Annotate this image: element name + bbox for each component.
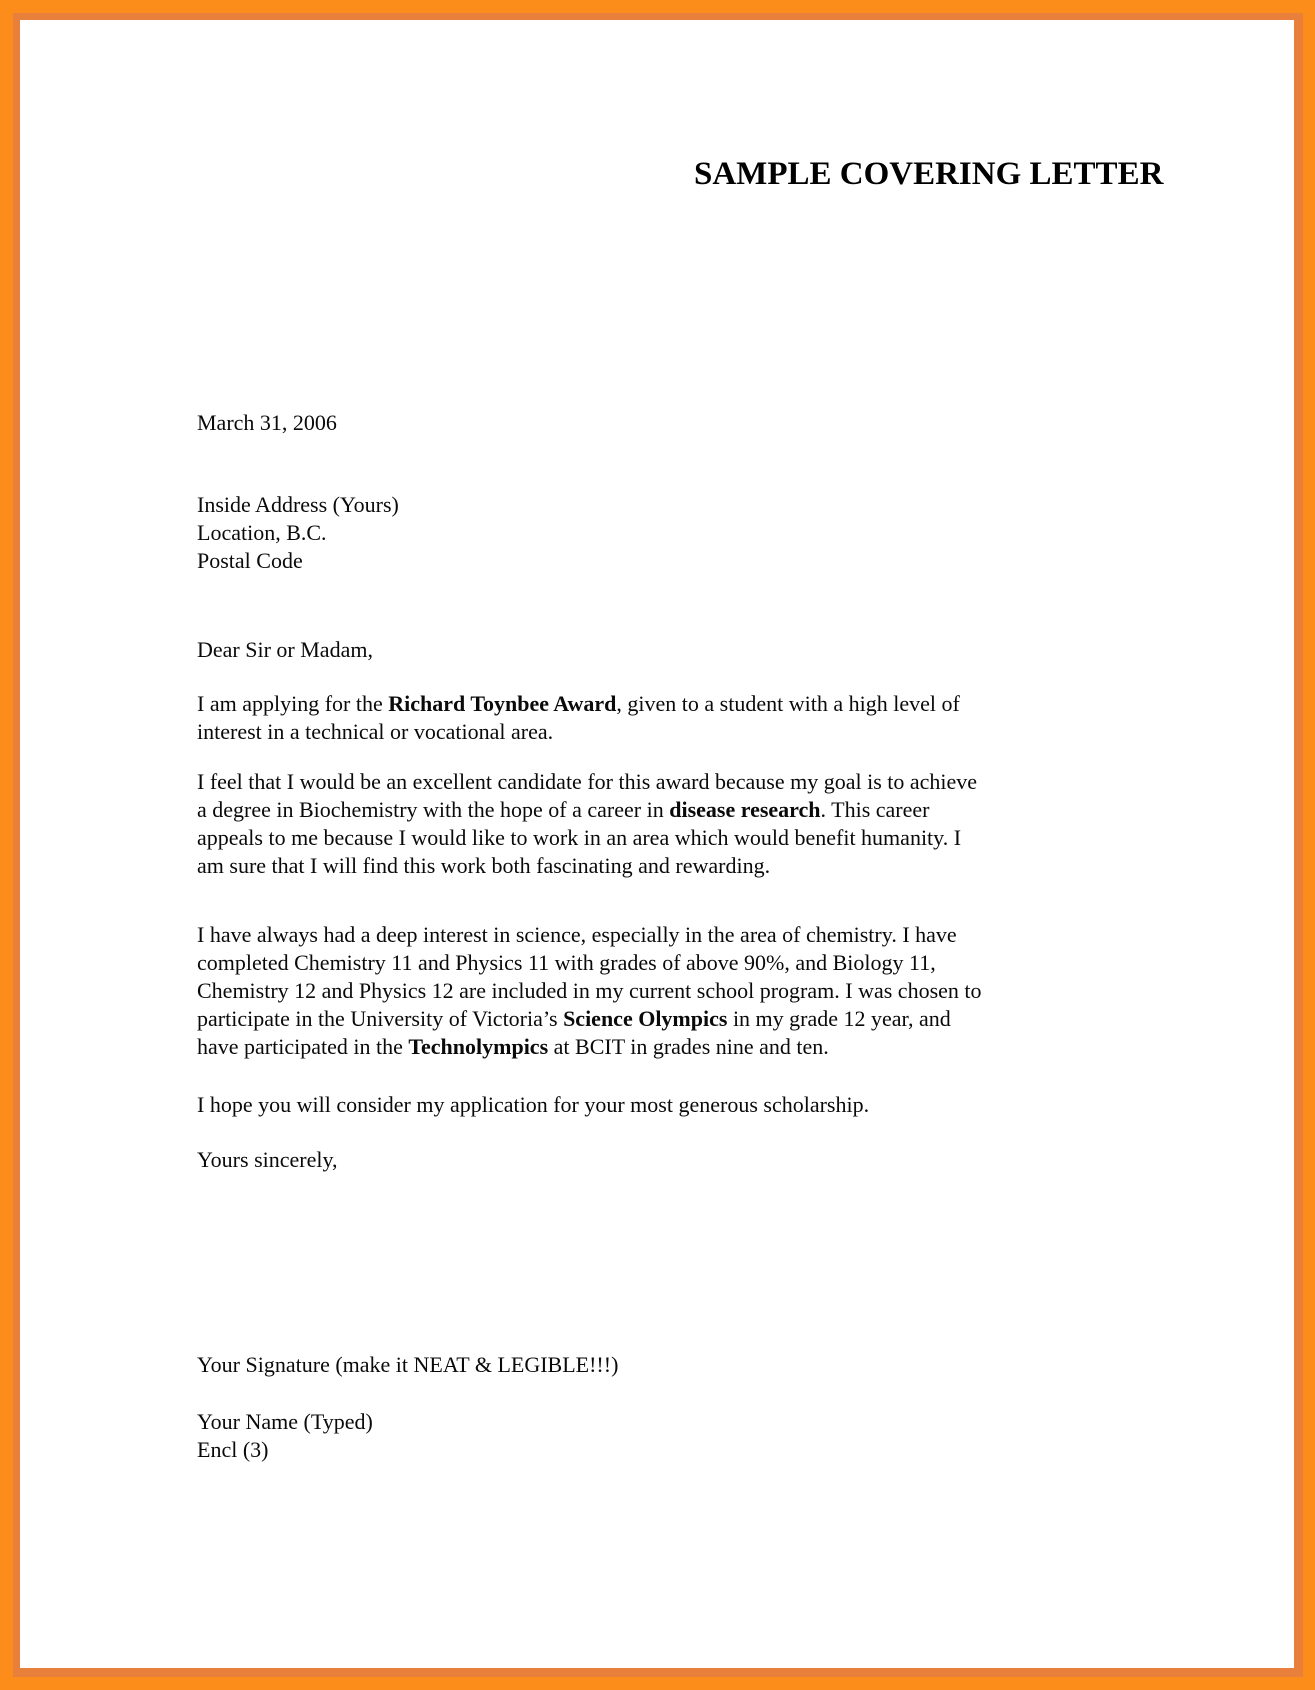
- typed-name-line: Your Name (Typed): [197, 1409, 373, 1434]
- letter-body: [197, 690, 1157, 1119]
- closing-line: Yours sincerely,: [197, 1147, 338, 1172]
- inside-address-block: [197, 491, 1157, 575]
- paragraph-line: participate in the University of Victoria’s Science Olympics in my grade 12 year, and: [197, 1006, 951, 1031]
- address-line: Inside Address (Yours): [197, 492, 399, 517]
- paragraph-line: a degree in Biochemistry with the hope of a career in disease research. This career: [197, 797, 930, 822]
- paragraph-line: I am applying for the Richard Toynbee Award, given to a student with a high level of: [197, 691, 960, 716]
- paragraph-line: appeals to me because I would like to work in an area which would benefit humanity. I: [197, 825, 962, 850]
- date-line: March 31, 2006: [197, 410, 337, 435]
- address-line: Postal Code: [197, 548, 303, 573]
- paragraph: [197, 690, 1157, 746]
- name-block: [197, 1408, 1157, 1464]
- paragraph-line: interest in a technical or vocational area.: [197, 719, 554, 744]
- salutation: Dear Sir or Madam,: [197, 637, 373, 662]
- paragraph: [197, 768, 1157, 880]
- letter-page: [20, 20, 1294, 1668]
- paragraph-line: I have always had a deep interest in science, especially in the area of chemistry. I have: [197, 922, 957, 947]
- paragraph-line: I feel that I would be an excellent candidate for this award because my goal is to achieve: [197, 769, 978, 794]
- page-border-inner: [13, 13, 1303, 1677]
- paragraph-line: I hope you will consider my application for your most generous scholarship.: [197, 1092, 870, 1117]
- address-line: Location, B.C.: [197, 520, 327, 545]
- paragraph: [197, 1091, 1157, 1119]
- signature-placeholder: Your Signature (make it NEAT & LEGIBLE!!!): [197, 1352, 619, 1377]
- paragraph-line: completed Chemistry 11 and Physics 11 with grades of above 90%, and Biology 11,: [197, 950, 936, 975]
- paragraph: [197, 921, 1157, 1061]
- paragraph-line: have participated in the Technolympics at BCIT in grades nine and ten.: [197, 1034, 829, 1059]
- paragraph-line: am sure that I will find this work both fascinating and rewarding.: [197, 853, 771, 878]
- letter-content: [197, 20, 1164, 1464]
- document-title: SAMPLE COVERING LETTER: [694, 156, 1164, 192]
- enclosure-line: Encl (3): [197, 1437, 269, 1462]
- paragraph-line: Chemistry 12 and Physics 12 are included in my current school program. I was chosen to: [197, 978, 982, 1003]
